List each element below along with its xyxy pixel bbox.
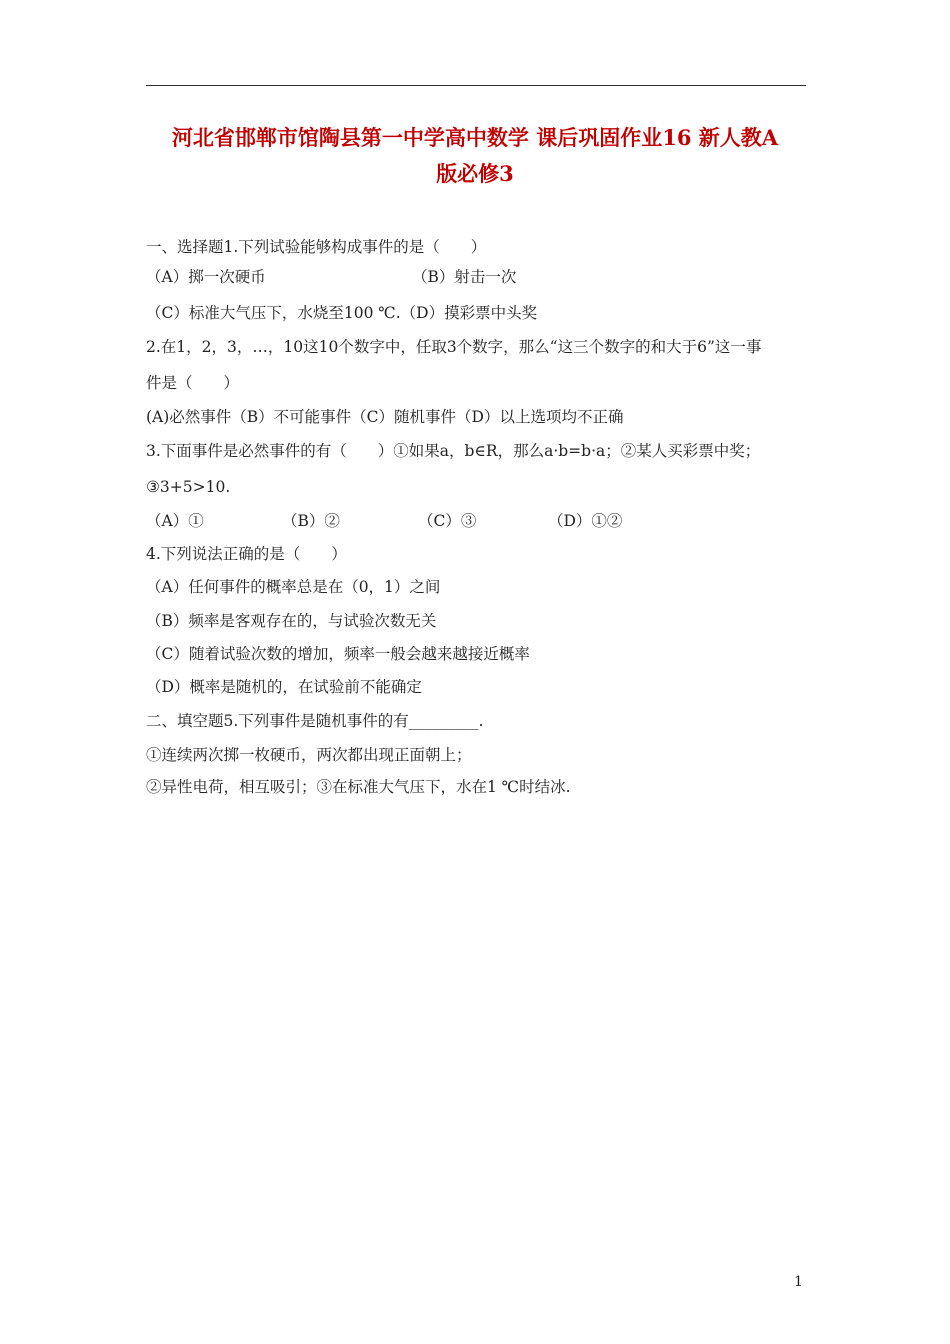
q1-option-a: （A）掷一次硬币 [146,268,266,286]
q2-stem: 2.在1，2，3，…，10这10个数字中，任取3个数字，那么“这三个数字的和大于6”这一事 [146,338,762,356]
q1-option-b: （B）射击一次 [412,268,517,286]
q3-option-d: （D）①② [548,512,623,530]
q3-stem-cont: ③3+5>10. [146,478,231,496]
title-line-1: 河北省邯郸市馆陶县第一中学高中数学 课后巩固作业16 新人教A [171,125,779,150]
section-1-q1-stem: 一、选择题1.下列试验能够构成事件的是（ ） [146,238,487,256]
q3-option-c: （C）③ [418,512,477,530]
q2-options: (A)必然事件（B）不可能事件（C）随机事件（D）以上选项均不正确 [146,408,624,426]
document-title [120,120,830,192]
header-rule [146,85,806,86]
q2-stem-cont: 件是（ ） [146,374,240,392]
q3-option-b: （B）② [282,512,340,530]
q3-option-a: （A）① [146,512,204,530]
q4-option-d: （D）概率是随机的，在试验前不能确定 [146,678,422,696]
q4-option-a: （A）任何事件的概率总是在（0，1）之间 [146,578,441,596]
q5-item-1: ①连续两次掷一枚硬币，两次都出现正面朝上； [146,746,472,764]
q4-option-c: （C）随着试验次数的增加，频率一般会越来越接近概率 [146,645,530,663]
q3-stem: 3.下面事件是必然事件的有（ ）①如果a，b∈R，那么a·b=b·a；②某人买彩票中奖； [146,442,761,460]
q5-items-2-3: ②异性电荷，相互吸引；③在标准大气压下，水在1 ℃时结冰. [146,778,571,796]
title-line-2: 版必修3 [436,161,514,186]
page-number: 1 [794,1274,803,1290]
section-2-q5-stem: 二、填空题5.下列事件是随机事件的有_________. [146,712,484,730]
q4-option-b: （B）频率是客观存在的，与试验次数无关 [146,612,437,630]
q4-stem: 4.下列说法正确的是（ ） [146,545,347,563]
q1-options-cd: （C）标准大气压下，水烧至100 ℃.（D）摸彩票中头奖 [146,304,538,322]
